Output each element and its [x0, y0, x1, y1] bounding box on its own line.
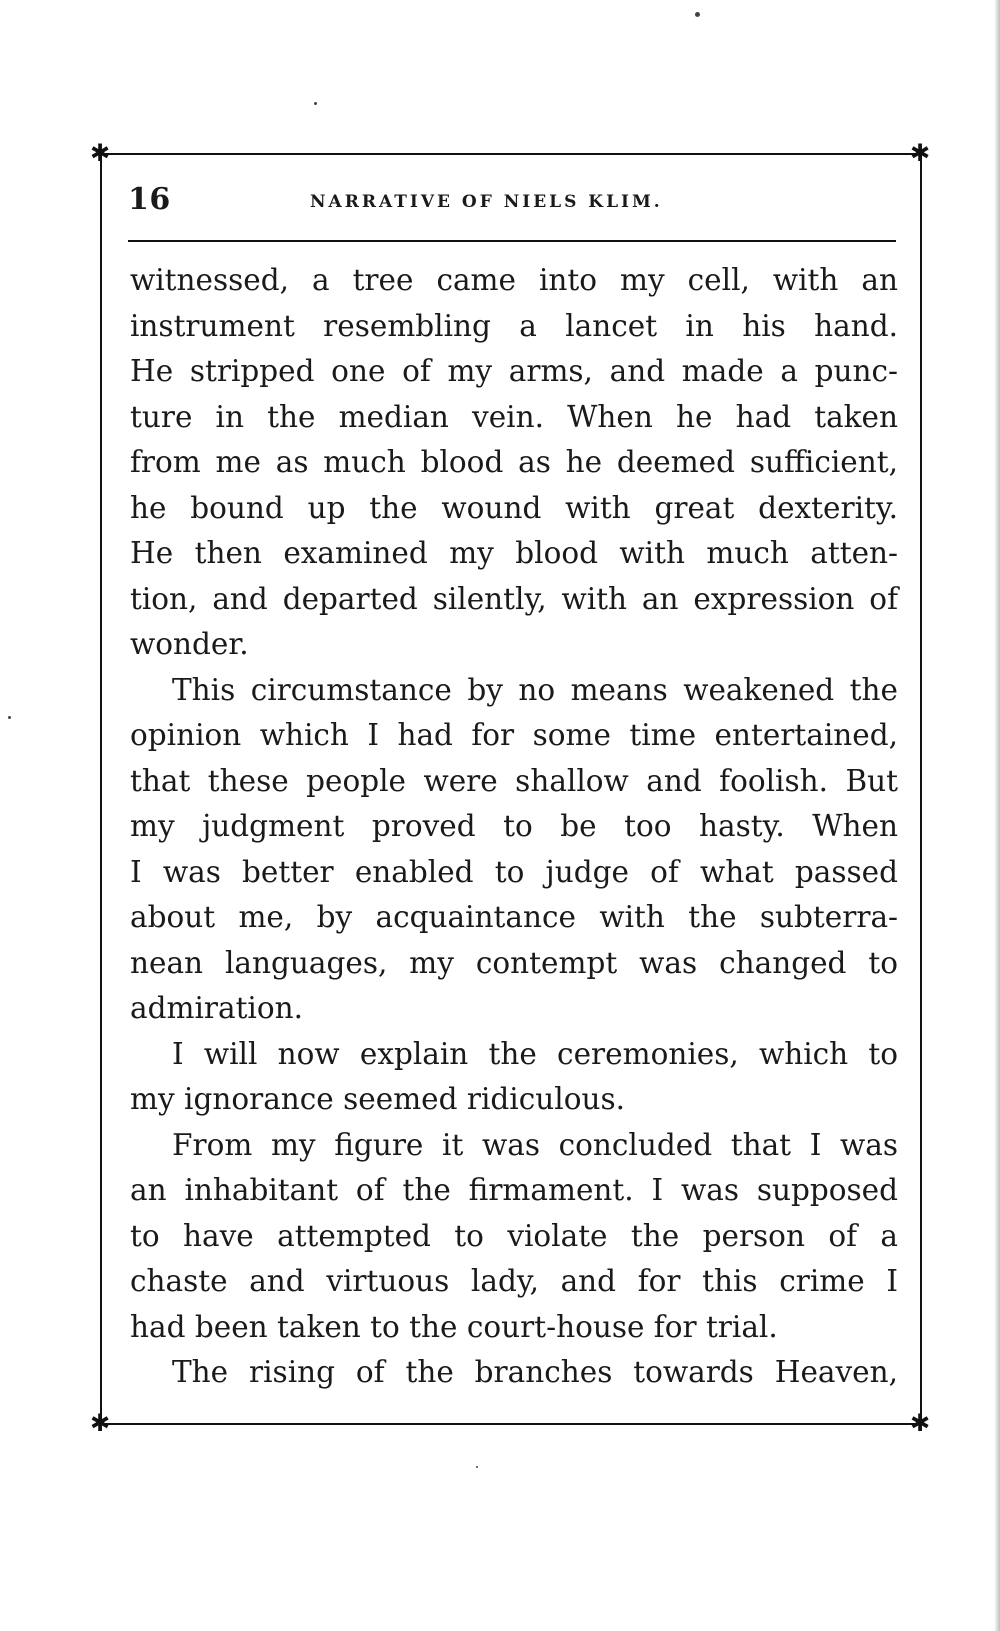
text-line: an inhabitant of the firmament. I was supposed — [130, 1173, 898, 1207]
paragraph-first-line: I will now explain the ceremonies, which to — [172, 1036, 898, 1071]
ink-speck — [314, 102, 317, 105]
header-rule — [128, 240, 896, 242]
text-line: about me, by acquaintance with the subterra- — [130, 900, 898, 934]
text-line: opinion which I had for some time entertained, — [130, 718, 898, 752]
ink-speck — [8, 716, 11, 719]
corner-ornament-icon: ✱ — [89, 1409, 111, 1437]
text-line: that these people were shallow and foolish. But — [130, 763, 898, 798]
text-line: to have attempted to violate the person of a — [130, 1218, 898, 1253]
running-head: NARRATIVE OF NIELS KLIM. — [310, 192, 663, 212]
corner-ornament-icon: ✱ — [89, 139, 111, 167]
text-line: witnessed, a tree came into my cell, with an — [130, 263, 898, 297]
paragraph-first-line: From my figure it was concluded that I was — [172, 1127, 898, 1162]
text-line: my judgment proved to be too hasty. When — [130, 809, 898, 843]
text-line: nean languages, my contempt was changed to — [130, 945, 898, 980]
text-line: wonder. — [130, 627, 249, 661]
page-number: 16 — [128, 182, 171, 217]
ink-speck — [476, 1466, 478, 1468]
text-line: tion, and departed silently, with an expression of — [130, 581, 898, 616]
paragraph-first-line: This circumstance by no means weakened the — [172, 672, 898, 707]
text-line: I was better enabled to judge of what passed — [130, 854, 898, 889]
text-line: my ignorance seemed ridiculous. — [130, 1082, 625, 1116]
frame-bottom-rule — [100, 1423, 920, 1425]
corner-ornament-icon: ✱ — [909, 139, 931, 167]
text-line: He stripped one of my arms, and made a punc- — [130, 354, 898, 388]
paragraph-first-line: The rising of the branches towards Heaven, — [172, 1355, 898, 1389]
text-line: instrument resembling a lancet in his hand. — [130, 308, 898, 343]
text-line: had been taken to the court-house for trial. — [130, 1309, 778, 1344]
frame-right-rule — [920, 153, 922, 1423]
frame-left-rule — [100, 153, 102, 1423]
corner-ornament-icon: ✱ — [909, 1409, 931, 1437]
ink-speck — [695, 12, 700, 17]
text-line: admiration. — [130, 991, 303, 1025]
text-line: chaste and virtuous lady, and for this crime I — [130, 1264, 898, 1298]
body-text — [130, 258, 898, 1396]
text-line: he bound up the wound with great dexterity. — [130, 490, 898, 525]
text-line: He then examined my blood with much atten- — [130, 536, 898, 570]
page-edge-shadow — [994, 0, 1000, 1631]
text-line: from me as much blood as he deemed sufficient, — [130, 445, 898, 479]
frame-top-rule — [100, 153, 920, 155]
text-line: ture in the median vein. When he had taken — [130, 399, 898, 434]
